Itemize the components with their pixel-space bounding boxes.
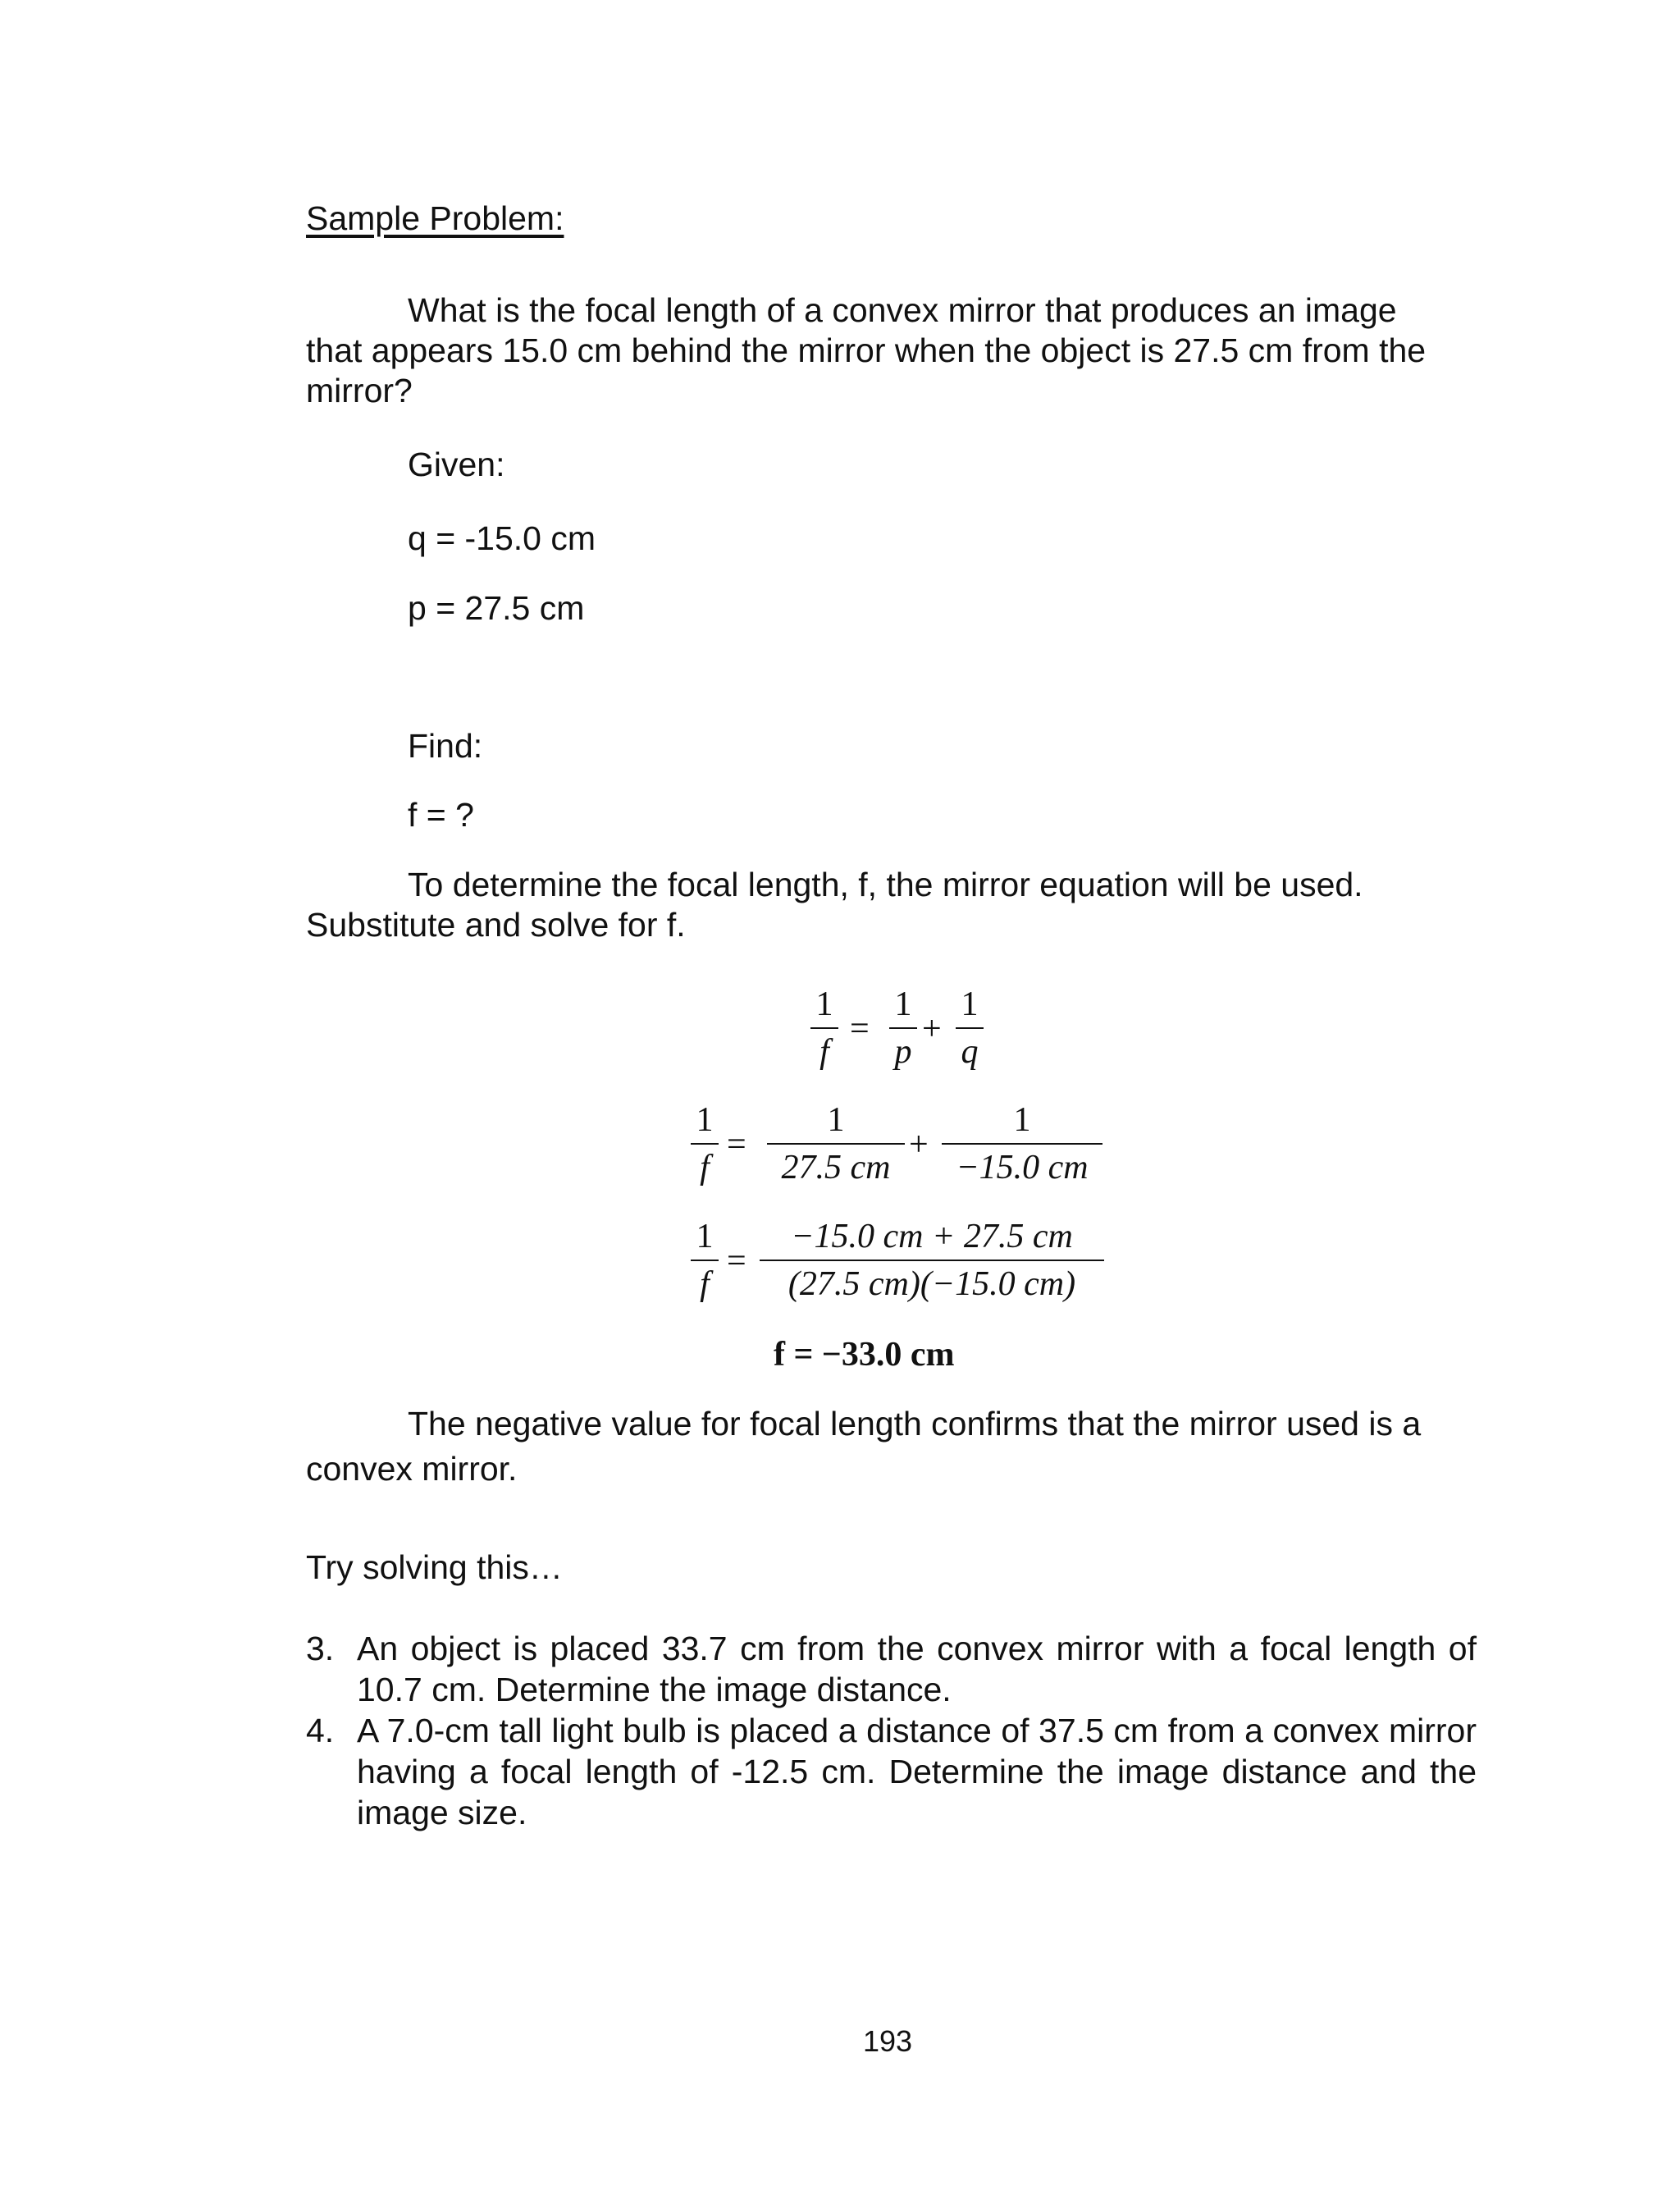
eq2-term1-den: 27.5 cm	[781, 1149, 891, 1186]
problem-number: 4.	[306, 1712, 335, 1749]
question-line-2: that appears 15.0 cm behind the mirror when the object is 27.5 cm from the	[306, 331, 1427, 369]
eq2-term2-den: −15.0 cm	[956, 1149, 1089, 1186]
eq3-lhs-fraction	[691, 1214, 719, 1307]
eq2-lhs-den: f	[700, 1149, 710, 1186]
eq1-term1-fraction	[889, 981, 917, 1075]
eq1-plus: +	[922, 1010, 942, 1048]
eq1-term1-num: 1	[894, 985, 912, 1023]
find-label: Find:	[408, 727, 483, 765]
eq2-lhs-num: 1	[696, 1101, 714, 1139]
eq1-term2-fraction	[956, 981, 984, 1075]
page-number: 193	[863, 2024, 913, 2058]
problem-number: 3.	[306, 1630, 335, 1667]
eq1-term1-den: p	[894, 1033, 912, 1071]
given-q: q = -15.0 cm	[408, 519, 596, 557]
instruction-line-2: Substitute and solve for f.	[306, 906, 686, 944]
eq2-term2-fraction	[942, 1097, 1102, 1191]
question-line-3: mirror?	[306, 372, 413, 409]
eq2-term1-fraction	[767, 1097, 905, 1191]
eq3-rhs-num: −15.0 cm + 27.5 cm	[791, 1218, 1073, 1255]
section-heading: Sample Problem:	[306, 199, 564, 237]
eq2-term1-num: 1	[827, 1101, 845, 1139]
find-f: f = ?	[408, 796, 474, 834]
question-line-1: What is the focal length of a convex mirror that produces an image	[408, 291, 1397, 329]
eq3-lhs-den: f	[700, 1265, 710, 1303]
eq2-lhs-fraction	[691, 1097, 719, 1191]
eq1-lhs-den: f	[819, 1033, 829, 1071]
eq1-term2-num: 1	[961, 985, 979, 1023]
eq2-equals: =	[727, 1126, 746, 1164]
problem-text: A 7.0-cm tall light bulb is placed a distance of 37.5 cm from a convex mirror having a focal length of -12.5 cm. Determine the image distance and the image size.	[357, 1712, 1477, 1831]
given-label: Given:	[408, 446, 505, 483]
eq3-rhs-den: (27.5 cm)(−15.0 cm)	[788, 1265, 1076, 1303]
instruction-line-1: To determine the focal length, f, the mirror equation will be used.	[408, 866, 1363, 903]
eq2-plus: +	[909, 1126, 929, 1164]
conclusion-line-2: convex mirror.	[306, 1450, 518, 1488]
eq1-lhs-num: 1	[815, 985, 833, 1023]
try-heading: Try solving this…	[306, 1548, 563, 1586]
eq3-lhs-num: 1	[696, 1218, 714, 1255]
equation-result: f = −33.0 cm	[774, 1336, 955, 1374]
eq1-term2-den: q	[961, 1033, 979, 1071]
given-p: p = 27.5 cm	[408, 589, 585, 627]
eq3-rhs-fraction	[760, 1214, 1104, 1307]
conclusion-line-1: The negative value for focal length confirms that the mirror used is a	[408, 1405, 1422, 1442]
eq1-equals: =	[850, 1010, 870, 1048]
eq1-lhs-fraction	[810, 981, 838, 1075]
eq3-equals: =	[727, 1242, 746, 1280]
eq2-term2-num: 1	[1013, 1101, 1031, 1139]
problem-text: An object is placed 33.7 cm from the convex mirror with a focal length of 10.7 cm. Determine the image distance.	[357, 1630, 1477, 1708]
